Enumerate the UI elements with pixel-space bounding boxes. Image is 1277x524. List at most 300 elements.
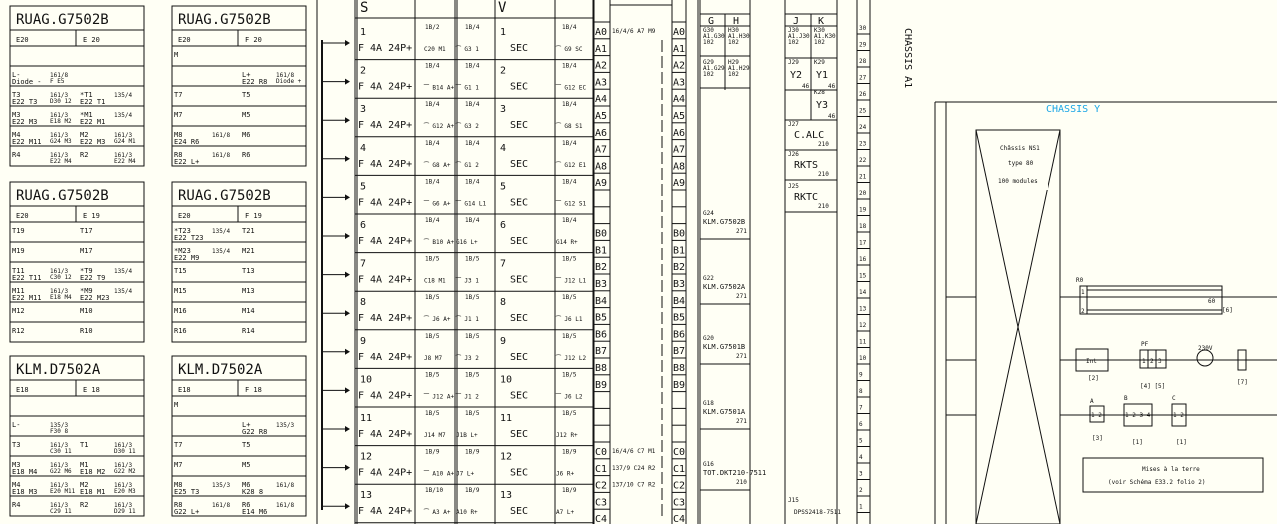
terminal-label (595, 464, 607, 475)
terminal-label (673, 464, 685, 475)
label-line: G (708, 16, 715, 27)
label-line: 1B/4 (465, 101, 480, 109)
module-title (16, 188, 109, 204)
label-line: E18 (178, 386, 191, 394)
label-line: B2 (673, 262, 686, 274)
label-line: K30 (814, 27, 825, 34)
row-number (859, 322, 867, 329)
label-line: 161/8 (276, 72, 295, 79)
label-line: SEC (510, 197, 529, 209)
label-line: 1B/5 (562, 294, 577, 302)
label-line: C29 11 (50, 508, 72, 515)
module-code (178, 36, 191, 44)
label-line: J1B L+ (456, 432, 478, 439)
label-line: 135/4 (114, 92, 133, 99)
fuse-ref (425, 178, 440, 185)
module-panel (0, 0, 144, 342)
label-line: ⁀ G12 EC (556, 84, 587, 92)
label-line: [1] (1132, 439, 1143, 446)
label-line: E22 T3 (12, 98, 38, 106)
fuse-rating (358, 120, 412, 131)
terminal-label (673, 481, 685, 492)
label-line: 4 (859, 454, 863, 461)
label-line: E20 (178, 36, 191, 44)
fuse-number (360, 259, 366, 270)
term-ref (114, 112, 132, 119)
fuse-number (360, 181, 366, 192)
term-ref (212, 502, 230, 509)
label-line: T17 (80, 227, 93, 235)
fuse-ref (425, 256, 440, 263)
term-label (12, 441, 20, 449)
label-line: M2 (80, 131, 89, 139)
label-line: 2 (859, 487, 863, 494)
label-line: E18 M2 (50, 118, 72, 125)
row-number (859, 75, 867, 82)
module-title (178, 362, 263, 378)
label-line: 102 (728, 39, 739, 46)
label-line: 1 (360, 27, 367, 38)
label-line: G24 M3 (50, 138, 72, 145)
label-line: (voir Schéma E33.2 folio 2) (1108, 479, 1206, 486)
label-line: 1B/4 (465, 217, 480, 224)
gh-block-name (703, 283, 746, 291)
module-title (178, 12, 271, 28)
term-ref (114, 92, 132, 99)
fuse-ref (555, 84, 586, 92)
label-line: E14 M6 (242, 508, 268, 516)
label-line: ⁀ G12 S1 (556, 200, 587, 208)
label-line: E18 (16, 386, 29, 394)
label-line: J30 (788, 27, 799, 34)
term-label (80, 441, 88, 449)
fuse-sec (510, 43, 528, 54)
label-line: 60 (1208, 298, 1216, 305)
fuse-number (500, 374, 512, 385)
label-line: C1 (595, 463, 608, 475)
label-line: M6 (242, 131, 251, 139)
label-line: ⁀ B10 A+ (424, 239, 455, 246)
label-line: B4 (673, 295, 686, 307)
label-line: *T1 (80, 91, 93, 99)
label-line: 1B/5 (465, 332, 480, 340)
term-label (12, 461, 37, 476)
label-line: A8 (595, 161, 608, 173)
terminal-label (595, 77, 607, 88)
terminal-label (595, 346, 607, 357)
label-line: 13 (360, 490, 373, 502)
row-number (859, 306, 867, 313)
label-line: J7 L+ (456, 470, 475, 478)
term-ref (114, 482, 136, 495)
label-line: B2 (595, 262, 608, 274)
gh-block-name (703, 408, 746, 416)
label-line: G22 M6 (50, 468, 72, 475)
fuse-col-v (498, 0, 507, 16)
term-ref (50, 502, 72, 515)
jk-sym-id (814, 59, 825, 66)
label-line: SEC (510, 236, 529, 247)
label-line: M8 (174, 481, 183, 489)
fuse-ref (423, 315, 451, 323)
fuse-rating (358, 159, 412, 170)
term-label (80, 481, 105, 496)
term-label (242, 267, 255, 275)
label-line: E 20 (83, 36, 100, 44)
fuse-sec (510, 275, 528, 286)
label-line: C30 12 (50, 274, 72, 281)
label-line: M14 (242, 307, 255, 315)
term-ref (50, 112, 72, 125)
label-line: 13 (859, 305, 867, 313)
label-line: 20 (859, 190, 867, 197)
fuse-ref (425, 371, 440, 378)
label-line: T5 (242, 91, 251, 99)
fuse-sec (510, 236, 528, 247)
fuse-ref (423, 508, 451, 516)
terminal-label (673, 161, 685, 172)
term-label (12, 481, 37, 496)
earthing-title (1142, 466, 1200, 473)
label-line: M5 (242, 111, 251, 119)
fuse-ref (465, 217, 480, 224)
b-ref (1132, 439, 1143, 446)
label-line: 161/3 (50, 482, 69, 489)
module-code (178, 386, 191, 394)
label-line: F 4A 24P+ (358, 158, 413, 170)
label-line: B9 (595, 379, 608, 391)
label-line: 1B/5 (562, 410, 577, 417)
fuse-ref (556, 509, 574, 516)
term-label (80, 131, 105, 146)
terminal-label (673, 329, 685, 340)
label-line: M12 (12, 307, 25, 315)
term-ref (212, 152, 230, 159)
label-line: A2 (673, 60, 686, 72)
label-line: R4 (12, 151, 21, 159)
terminal-label (673, 514, 685, 524)
label-line: 161/3 (114, 152, 133, 159)
label-line: 46 (828, 83, 836, 90)
label-line: L- (12, 421, 21, 429)
label-line: ⁀ J6 A+ (424, 316, 451, 324)
c-ref (1176, 439, 1187, 446)
fuse-ref (555, 122, 583, 130)
terminal-note (612, 482, 656, 489)
arrow-head (345, 117, 350, 123)
label-line: ⁀ G1 1 (456, 84, 479, 92)
label-line: M17 (80, 247, 93, 255)
module-title (16, 12, 109, 28)
fuse-number (360, 297, 366, 308)
module-title (178, 188, 271, 204)
row-number (859, 91, 867, 98)
label-line: M11 (12, 287, 25, 295)
arrow-head (345, 503, 350, 509)
label-line: E22 L+ (174, 158, 200, 166)
arrow-head (345, 426, 350, 432)
label-line: 1 2 3 4 (1125, 412, 1151, 419)
label-line: SEC (510, 351, 529, 363)
label-line: J27 (788, 121, 799, 128)
label-line: Châssis NS1 (1000, 145, 1040, 152)
terminal-label (673, 111, 685, 122)
label-line: *M1 (80, 111, 93, 119)
label-line: A1.H30 (728, 33, 750, 40)
fuse-ref (556, 432, 578, 439)
label-line: A2 (595, 60, 608, 72)
label-line: G18 (703, 400, 714, 407)
label-line: RUAG.G7502B (178, 188, 271, 204)
fuse-ref (423, 161, 451, 169)
label-line: R4 (12, 501, 21, 509)
label-line: F 4A 24P+ (358, 120, 413, 132)
label-line: E22 T23 (174, 234, 204, 242)
fuse-rating (358, 468, 412, 479)
jk-block-name (794, 192, 818, 203)
row-number (859, 487, 863, 494)
module-ref (83, 212, 100, 220)
row-number (859, 471, 863, 478)
chassis-vertical-label: CHASSIS A1 (902, 28, 913, 89)
terminal-label (595, 481, 607, 492)
arrow-head (345, 233, 350, 239)
gh-block-num (736, 418, 747, 425)
fuse-rating (358, 506, 412, 517)
label-line: 9 (360, 335, 367, 347)
label-line: 210 (736, 479, 747, 486)
row-number (859, 25, 867, 32)
label-line: M21 (242, 247, 255, 255)
label-line: A9 (595, 178, 608, 190)
fuse-ref (423, 84, 454, 92)
term-ref (50, 132, 72, 145)
label-line: R0 (1076, 277, 1084, 284)
term-ref (276, 72, 302, 85)
label-line: 135/4 (212, 248, 231, 255)
row-number (859, 289, 867, 296)
label-line: M8 (174, 131, 183, 139)
label-line: T19 (12, 227, 25, 235)
label-line: T15 (174, 267, 187, 275)
label-line: 161/3 (50, 462, 69, 469)
label-line: 5 (360, 181, 367, 193)
label-line: T21 (242, 227, 255, 235)
label-line: ⁀ J3 1 (456, 277, 479, 285)
label-line: 6 (500, 220, 507, 231)
label-line: SEC (510, 43, 529, 54)
label-line: 10 (859, 355, 867, 362)
label-line: A4 (595, 94, 608, 106)
label-line: 27 (859, 74, 867, 82)
terminal-label (595, 296, 607, 307)
fuse-number (500, 297, 506, 308)
fuse-ref (423, 122, 454, 130)
terminal-label (595, 145, 607, 156)
label-line: [7] (1237, 379, 1248, 386)
fuse-ref (562, 101, 577, 108)
term-label (80, 461, 105, 476)
label-line: G22 M2 (114, 468, 136, 475)
label-line: ⁀ J1 1 (456, 316, 479, 324)
label-line: 161/3 (50, 268, 69, 275)
gh-block-num (736, 293, 747, 300)
fuse-ref (425, 24, 440, 31)
label-line: RUAG.G7502B (16, 188, 109, 204)
terminal-label (595, 245, 607, 256)
label-line: M (174, 401, 179, 409)
row-number (859, 339, 867, 346)
col-g (708, 16, 714, 27)
label-line: [1] (1176, 439, 1187, 446)
row-number (859, 124, 867, 131)
module-ref (245, 212, 262, 220)
fuse-ref (555, 315, 583, 323)
row-number (859, 454, 863, 461)
label-line: A1.K30 (814, 33, 836, 40)
term-label (174, 227, 204, 242)
a-label (1090, 398, 1094, 405)
label-line: H (733, 16, 740, 27)
term-label (12, 307, 25, 315)
label-line: 16/4/6 C7 M1 (612, 448, 656, 455)
jk-sym-num (828, 113, 836, 120)
fuse-ref (455, 315, 479, 323)
label-line: 1B/9 (465, 487, 480, 495)
fuse-ref (465, 256, 480, 263)
jk-block-id (788, 121, 799, 128)
label-line: J (793, 16, 800, 27)
term-label (80, 327, 93, 335)
label-line: 161/8 (212, 152, 231, 159)
fuse-number (360, 336, 366, 347)
label-line: A0 (673, 27, 686, 38)
term-label (174, 131, 199, 146)
label-line: Diode - (12, 78, 42, 86)
label-line: Y3 (816, 100, 829, 111)
label-line: 13 (500, 490, 513, 502)
label-line: A7 (673, 144, 686, 156)
label-line: G24 (703, 210, 714, 217)
label-line: F 4A 24P+ (358, 467, 413, 479)
label-line: B5 (673, 312, 686, 324)
label-line: ⁀ J3 2 (456, 354, 479, 362)
label-line: M1 (80, 461, 89, 469)
row-number (859, 58, 867, 65)
label-line: M4 (12, 481, 21, 489)
terminal-label (595, 27, 607, 38)
gh-cell (728, 27, 750, 46)
r0-pin (1081, 289, 1085, 296)
label-line: E18 M2 (80, 468, 106, 476)
label-line: SEC (510, 158, 529, 170)
label-line: 7 (360, 258, 367, 270)
pf-pin (1158, 358, 1162, 365)
fuse-ref (423, 470, 454, 478)
module-code (178, 212, 191, 220)
jk-block-num (818, 171, 829, 178)
label-line: T7 (174, 441, 183, 449)
label-line: 135/4 (114, 112, 133, 119)
fuse-number (500, 143, 506, 154)
fuse-number (500, 27, 506, 38)
label-line: M10 (80, 307, 93, 315)
label-line: A9 (673, 178, 686, 190)
term-ref (212, 248, 230, 255)
jk-sym-label (816, 100, 828, 111)
fuse-ref (455, 354, 479, 362)
term-ref (50, 268, 72, 281)
term-ref (276, 502, 294, 509)
label-line: K28 (814, 89, 825, 96)
label-line: M16 (174, 307, 187, 315)
label-line: 10 (360, 374, 373, 386)
fuse-rating (358, 429, 412, 440)
fuse-rating (358, 236, 412, 247)
label-line: SEC (510, 274, 529, 286)
gh-cell (728, 59, 750, 78)
label-line: B0 (595, 228, 608, 240)
label-line: R10 (80, 327, 93, 335)
row-number (859, 421, 863, 428)
module-code (16, 212, 29, 220)
label-line: H30 (728, 27, 739, 34)
label-line: C4 (595, 514, 608, 524)
arrow-head (345, 349, 350, 355)
label-line: 161/3 (50, 502, 69, 509)
terminal-label (673, 27, 685, 38)
fuse-ref (455, 199, 486, 207)
socket-label (1198, 345, 1213, 352)
terminal-label (673, 61, 685, 72)
fuse-number (500, 259, 506, 270)
fuse-ref (562, 410, 577, 417)
fuse-rating (358, 352, 412, 363)
term-label (174, 441, 182, 449)
label-line: B5 (595, 312, 608, 324)
label-line: 17 (859, 239, 867, 247)
term-label (174, 51, 178, 59)
term-label (12, 111, 37, 126)
label-line: B7 (673, 346, 686, 358)
gh-block-name (703, 343, 745, 351)
fuse-number (500, 413, 512, 424)
label-line: C4 (673, 514, 686, 524)
label-line: T11 (12, 267, 25, 275)
label-line: L- (12, 71, 21, 79)
label-line: M7 (174, 111, 183, 119)
label-line: 161/8 (276, 502, 295, 509)
label-line: T1 (80, 441, 89, 449)
label-line: [4] [5] (1140, 383, 1166, 390)
fuse-number (500, 452, 512, 463)
label-line: 25 (859, 107, 867, 115)
fuse-rating (358, 390, 412, 401)
gh-block-num (736, 479, 747, 486)
terminal-label (673, 380, 685, 391)
fuse-ref (555, 354, 586, 362)
label-line: Mises à la terre (1142, 466, 1200, 473)
label-line: S (360, 0, 369, 16)
label-line: M3 (12, 111, 21, 119)
label-line: 14 (859, 289, 867, 296)
label-line: 3 (1158, 358, 1162, 365)
label-line: 12 (500, 451, 513, 463)
terminal-label (595, 262, 607, 273)
label-line: J15 (788, 497, 799, 504)
label-line: T7 (174, 91, 183, 99)
fuse-ref (465, 371, 480, 378)
